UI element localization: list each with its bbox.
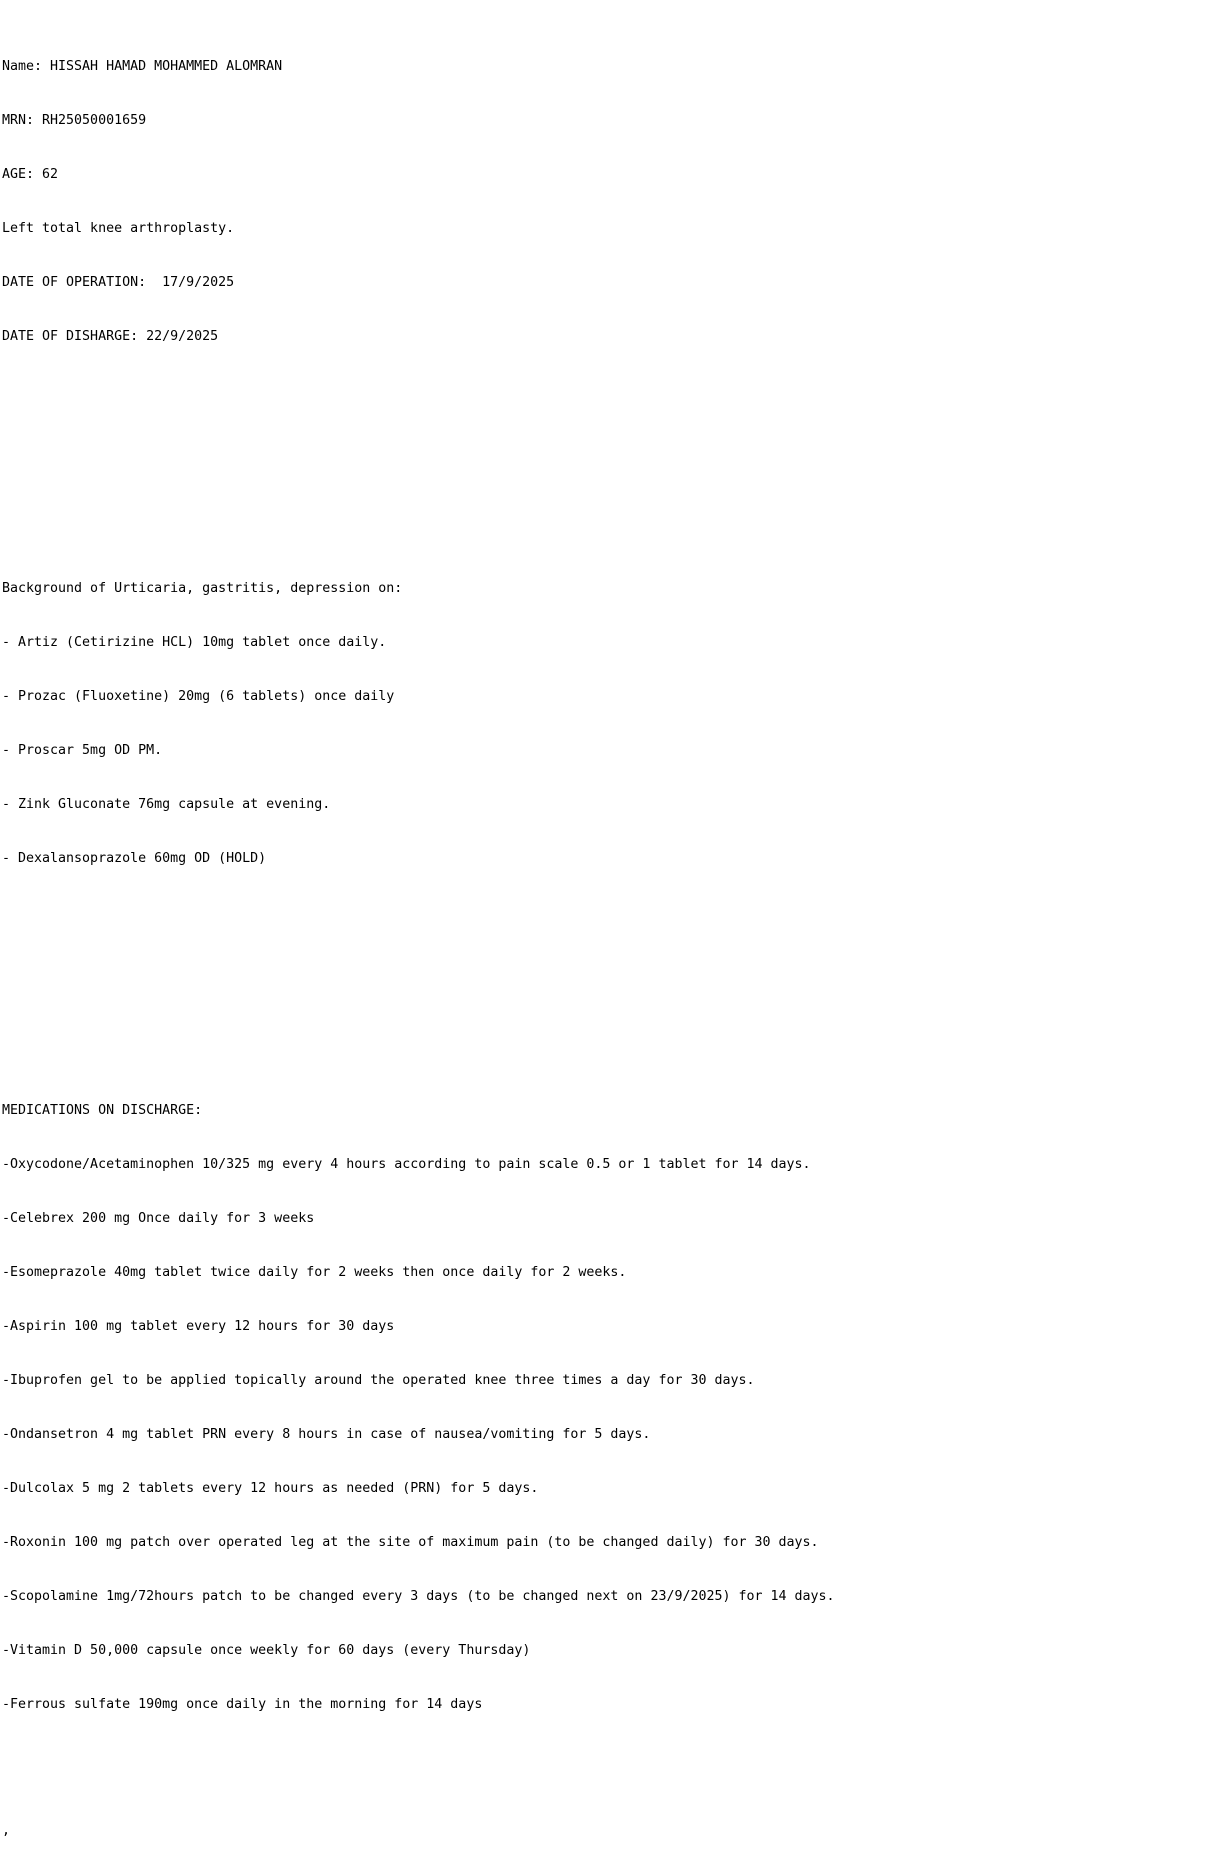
background-item: - Zink Gluconate 76mg capsule at evening. [2,797,331,812]
discharge-medication-item: -Aspirin 100 mg tablet every 12 hours for 30 days [2,1319,395,1334]
discharge-medication-item: -Oxycodone/Acetaminophen 10/325 mg every 4 hours according to pain scale 0.5 or 1 tablet for 14 days. [2,1157,811,1172]
spacer-line [2,1768,1212,1786]
spacer-line [2,508,1212,526]
background-item: - Prozac (Fluoxetine) 20mg (6 tablets) once daily [2,689,395,704]
background-item: - Proscar 5mg OD PM. [2,743,163,758]
background-item: - Dexalansoprazole 60mg OD (HOLD) [2,851,267,866]
discharge-medication-item: -Scopolamine 1mg/72hours patch to be changed every 3 days (to be changed next on 23/9/2025) for 14 days. [2,1589,835,1604]
discharge-medication-item: -Celebrex 200 mg Once daily for 3 weeks [2,1211,315,1226]
patient-mrn-line: MRN: RH25050001659 [2,113,147,128]
patient-age-line: AGE: 62 [2,167,59,182]
discharge-medications-heading: MEDICATIONS ON DISCHARGE: [2,1103,203,1118]
date-of-discharge-line: DATE OF DISHARGE: 22/9/2025 [2,329,219,344]
discharge-medication-item: -Esomeprazole 40mg tablet twice daily for 2 weeks then once daily for 2 weeks. [2,1265,627,1280]
spacer-line [2,976,1212,994]
trailing-marker: , [2,1823,11,1838]
procedure-line: Left total knee arthroplasty. [2,221,235,236]
spacer-line [2,1030,1212,1048]
background-heading: Background of Urticaria, gastritis, depression on: [2,581,403,596]
spacer-line [2,400,1212,418]
date-of-operation-line: DATE OF OPERATION: 17/9/2025 [2,275,235,290]
patient-name-line: Name: HISSAH HAMAD MOHAMMED ALOMRAN [2,59,283,74]
spacer-line [2,922,1212,940]
discharge-medication-item: -Ibuprofen gel to be applied topically around the operated knee three times a day for 30 days. [2,1373,755,1388]
discharge-medication-item: -Ferrous sulfate 190mg once daily in the morning for 14 days [2,1697,483,1712]
discharge-medication-item: -Ondansetron 4 mg tablet PRN every 8 hours in case of nausea/vomiting for 5 days. [2,1427,651,1442]
discharge-medication-item: -Dulcolax 5 mg 2 tablets every 12 hours as needed (PRN) for 5 days. [2,1481,539,1496]
discharge-medication-item: -Vitamin D 50,000 capsule once weekly for 60 days (every Thursday) [2,1643,531,1658]
discharge-medication-item: -Roxonin 100 mg patch over operated leg at the site of maximum pain (to be changed daily) for 30 days. [2,1535,819,1550]
spacer-line [2,454,1212,472]
background-item: - Artiz (Cetirizine HCL) 10mg tablet once daily. [2,635,387,650]
